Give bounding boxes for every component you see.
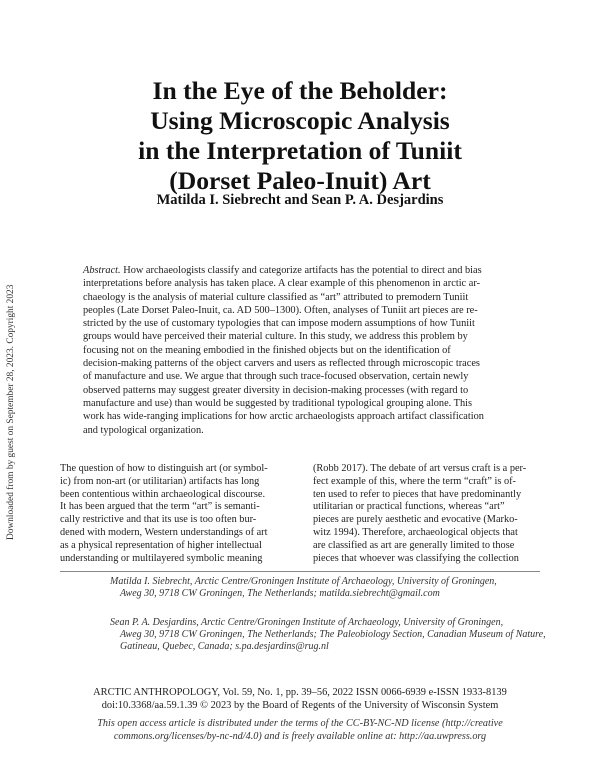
body-line: pieces that whoever was classifying the collection — [313, 552, 519, 564]
abstract-line: observed patterns may suggest greater diversity in decision-making processes (with regard to — [83, 384, 469, 396]
abstract-line: manufacture and use) than would be suggested by traditional typological grouping alone. This — [83, 397, 473, 409]
body-line: (Robb 2017). The debate of art versus craft is a per- — [313, 463, 527, 474]
affiliation-desjardins — [110, 617, 550, 654]
abstract-line — [83, 264, 535, 277]
affiliation-siebrecht — [110, 576, 550, 600]
affiliation-line: Sean P. A. Desjardins, Arctic Centre/Groningen Institute of Archaeology, University of Groningen, — [110, 617, 504, 628]
journal-line: ARCTIC ANTHROPOLOGY, Vol. 59, No. 1, pp. 39–56, 2022 ISSN 0066-6939 e-ISSN 1933-8139 — [93, 687, 507, 698]
abstract-label: Abstract. — [83, 265, 121, 276]
body-line: pieces are purely aesthetic and evocative (Marko- — [313, 514, 518, 526]
affiliation-line: Matilda I. Siebrecht, Arctic Centre/Groningen Institute of Archaeology, University of Groningen, — [110, 576, 497, 587]
body-line: cally restrictive and that its use is too often bur- — [60, 514, 257, 526]
body-line: It has been argued that the term “art” is semanti- — [60, 501, 260, 513]
affiliation-line: Gatineau, Quebec, Canada; s.pa.desjardins@rug.nl — [120, 641, 329, 653]
abstract-line: chaeology is the analysis of material culture classified as “art” attributed to premodern Tuniit — [83, 291, 469, 303]
body-line: ten used to refer to pieces that have predominantly — [313, 488, 522, 500]
abstract-line: stricted by the use of customary typologies that can impose modern assumptions of how Tuniit — [83, 318, 475, 330]
body-line: ic) from non-art (or utilitarian) artifacts has long — [60, 475, 260, 487]
footnote-divider — [60, 571, 540, 572]
affiliation-line: Aweg 30, 9718 CW Groningen, The Netherlands; matilda.siebrecht@gmail.com — [120, 588, 440, 600]
journal-citation — [60, 687, 540, 713]
abstract-line: decision-making patterns of the object carvers and users as reflected through microscopic traces — [83, 358, 480, 370]
title-line: Using Microscopic Analysis — [150, 106, 450, 135]
download-side-note — [4, 250, 18, 540]
journal-line: doi:10.3368/aa.59.1.39 © 2023 by the Board of Regents of the University of Wisconsin System — [101, 699, 499, 711]
abstract-line: of manufacture and use. We argue that through such trace-focused observation, certain newly — [83, 371, 469, 383]
abstract-line: groups would have perceived their material culture. In this study, we address this problem by — [83, 331, 468, 343]
affiliation-line: Aweg 30, 9718 CW Groningen, The Netherlands; The Paleobiology Section, Canadian Museum of Nature, — [120, 629, 546, 641]
body-line: as a physical representation of higher intellectual — [60, 539, 262, 551]
download-side-note-text: Downloaded from by guest on September 28, 2023. Copyright 2023 — [6, 284, 16, 540]
abstract-line: and typological organization. — [83, 424, 204, 436]
abstract-line: interpretations before analysis has taken place. A clear example of this phenomenon in arctic ar- — [83, 278, 481, 290]
body-line: fect example of this, where the term “craft” is of- — [313, 475, 516, 487]
body-column-left — [60, 463, 278, 565]
title-line: In the Eye of the Beholder: — [152, 76, 448, 105]
title-line: in the Interpretation of Tuniit — [138, 136, 462, 165]
body-line: The question of how to distinguish art (or symbol- — [60, 463, 268, 474]
body-line: utilitarian or practical functions, whereas “art” — [313, 501, 505, 513]
abstract-text: How archaeologists classify and categorize artifacts has the potential to direct and bias — [120, 265, 482, 276]
abstract-line: peoples (Late Dorset Paleo-Inuit, ca. AD 500–1300). Often, analyses of Tuniit art pieces are re- — [83, 304, 478, 316]
abstract-line: focusing not on the meaning embodied in the finished objects but on the identification of — [83, 344, 451, 356]
title-line: (Dorset Paleo-Inuit) Art — [169, 166, 431, 195]
abstract — [83, 264, 535, 437]
body-column-right — [313, 463, 531, 565]
license-line: commons.org/licenses/by-nc-nd/4.0) and is freely available online at: http://aa.uwpress.org — [113, 730, 487, 742]
license-notice — [60, 718, 540, 743]
body-line: been contentious within archaeological discourse. — [60, 488, 266, 500]
article-title — [60, 76, 540, 196]
body-line: witz 1994). Therefore, archaeological objects that — [313, 526, 518, 538]
body-line: understanding or multilayered symbolic meaning — [60, 552, 263, 564]
license-line: This open access article is distributed under the terms of the CC-BY-NC-ND license (http://creative — [97, 718, 503, 729]
author-list: Matilda I. Siebrecht and Sean P. A. Desjardins — [156, 192, 444, 208]
abstract-line: work has wide-ranging implications for how arctic archaeologists approach artifact classification — [83, 411, 484, 423]
body-line: are classified as art are generally limited to those — [313, 539, 515, 551]
body-line: dened with modern, Western understandings of art — [60, 526, 268, 538]
